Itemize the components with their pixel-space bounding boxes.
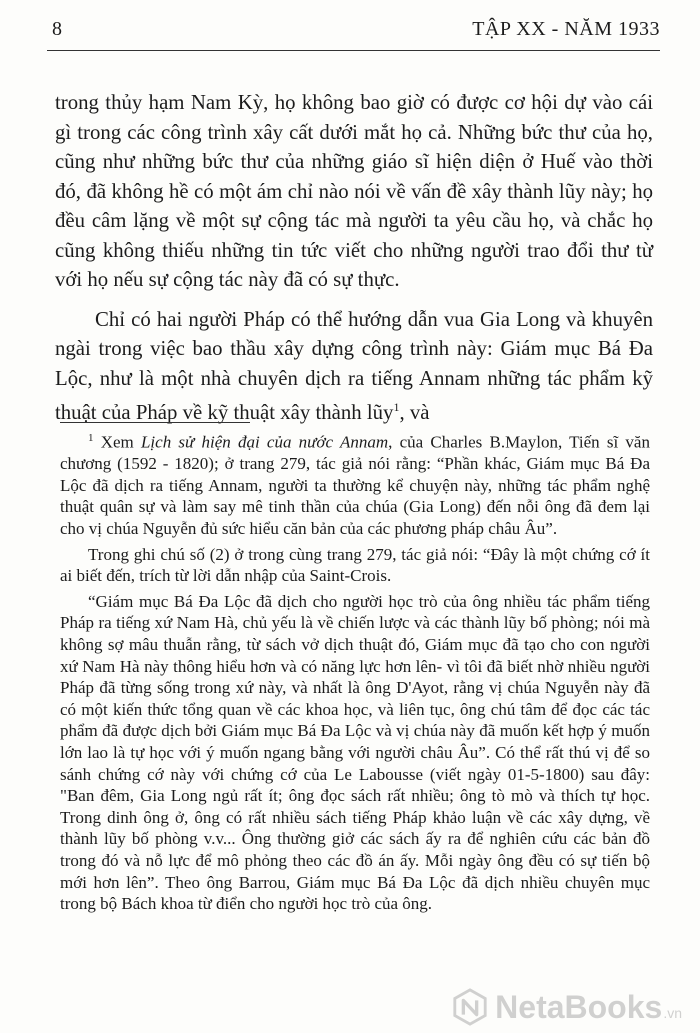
watermark xyxy=(451,987,682,1027)
footnote-2: Trong ghi chú số (2) ở trong cùng trang 279, tác giả nói: “Đây là một chứng cớ ít ai biết đến, trích từ lời dẫn nhập của Saint-Crois. xyxy=(60,544,650,586)
watermark-brand: NetaBooks xyxy=(495,988,663,1025)
footnote-1-mark: 1 xyxy=(88,432,94,444)
footnote-1-lead: Xem xyxy=(93,432,141,452)
header-rule xyxy=(47,50,660,51)
footnote-3: “Giám mục Bá Đa Lộc đã dịch cho người học trò của ông nhiều tác phẩm tiếng Pháp ra tiếng xứ Nam Hà, chủ yếu là về chiến lược và các thành lũy bố phòng; nói mà không sợ mâu thuẫn rằng, từ sách vở dịch thuật đó, Giám mục đã tạo cho con người xứ Nam Hà này thông hiểu hơn và có năng lực hơn lên- vì tôi đã biết nhờ nhiều người Pháp đã từng sống trong xứ này, và nhất là ông D'Ayot, rằng vị chúa Nguyễn này đã có một kiến thức tổng quan về các khoa học, và liên tục, ông chú tâm để đọc các tác phẩm đã được dịch bởi Giám mục Bá Đa Lộc và vị chúa này đã muốn kết hợp ý muốn lớn lao là tự học với ý muốn ngang bằng với người châu Âu”. Có thể rất thú vị để so sánh chứng cớ này với chứng cớ của Le Labousse (viết ngày 01-5-1800) sau đây: "Ban đêm, Gia Long ngủ rất ít; ông đọc sách rất nhiều; ông tò mò và thích tự học. Trong dinh ông ở, ông có rất nhiều sách tiếng Pháp khảo luận về các xây dựng, về thành lũy bố phòng v.v... Ông thường giở các sách ấy ra để nghiên cứu các bản đồ trong đó và nỗ lực để mô phỏng theo các đồ án ấy. Mỗi ngày ông đều có sự tiến bộ mới hơn lên”. Theo ông Barrou, Giám mục Bá Đa Lộc đã dịch nhiều chuyên mục trong bộ Bách khoa từ điển cho người học trò của ông. xyxy=(60,591,650,914)
watermark-suffix: .vn xyxy=(663,1005,682,1021)
paragraph-1: trong thủy hạm Nam Kỳ, họ không bao giờ có được cơ hội dự vào cái gì trong các công trình xây cất dưới mắt họ cả. Những bức thư của họ, cũng như những bức thư của những giáo sĩ hiện diện ở Huế vào thời đó, đã không hề có một ám chỉ nào nói về vấn đề xây thành lũy này; họ đều câm lặng về một sự cộng tác mà người ta yêu cầu họ, và chắc họ cũng không thiếu những tin tức viết cho những người trao đổi thư từ với họ nếu sự cộng tác này đã có sự thực. xyxy=(55,91,653,291)
footnote-1-book-title: Lịch sử hiện đại của nước Annam xyxy=(140,432,389,452)
page-header xyxy=(40,14,660,44)
page-number: 8 xyxy=(52,18,62,40)
paragraph-2-text: Chỉ có hai người Pháp có thể hướng dẫn vua Gia Long và khuyên ngài trong việc bao thầu xây dựng công trình này: Giám mục Bá Đa Lộc, như là một nhà chuyên dịch ra tiếng Annam những tác phẩm kỹ thuật của Pháp về kỹ thuật xây thành lũy xyxy=(55,307,653,424)
footnote-reference[interactable]: 1 xyxy=(393,400,400,414)
footnote-1 xyxy=(60,428,650,540)
running-title: TẬP XX - NĂM 1933 xyxy=(472,18,660,40)
netabooks-logo-icon xyxy=(451,988,489,1026)
paragraph-2-tail: , và xyxy=(399,400,430,424)
footnote-rule xyxy=(60,422,250,423)
footnote-1-rest: , của Charles B.Maylon, Tiến sĩ văn chương (1592 - 1820); ở trang 279, tác giả nói rằng: “Phần khác, Giám mục Bá Đa Lộc đã dịch ra tiếng Annam, người ta thường kể chuyện này, những tác phẩm nghệ thuật quân sự và làm say mê tinh thần của chúa (Gia Long) đến nỗi ông đã đem lại cho vị chúa Nguyễn đủ sức hiểu căn bản của các phương pháp châu Âu”. xyxy=(60,432,650,539)
body-text xyxy=(55,88,653,427)
paragraph-2 xyxy=(55,305,653,428)
footnotes xyxy=(60,428,650,919)
